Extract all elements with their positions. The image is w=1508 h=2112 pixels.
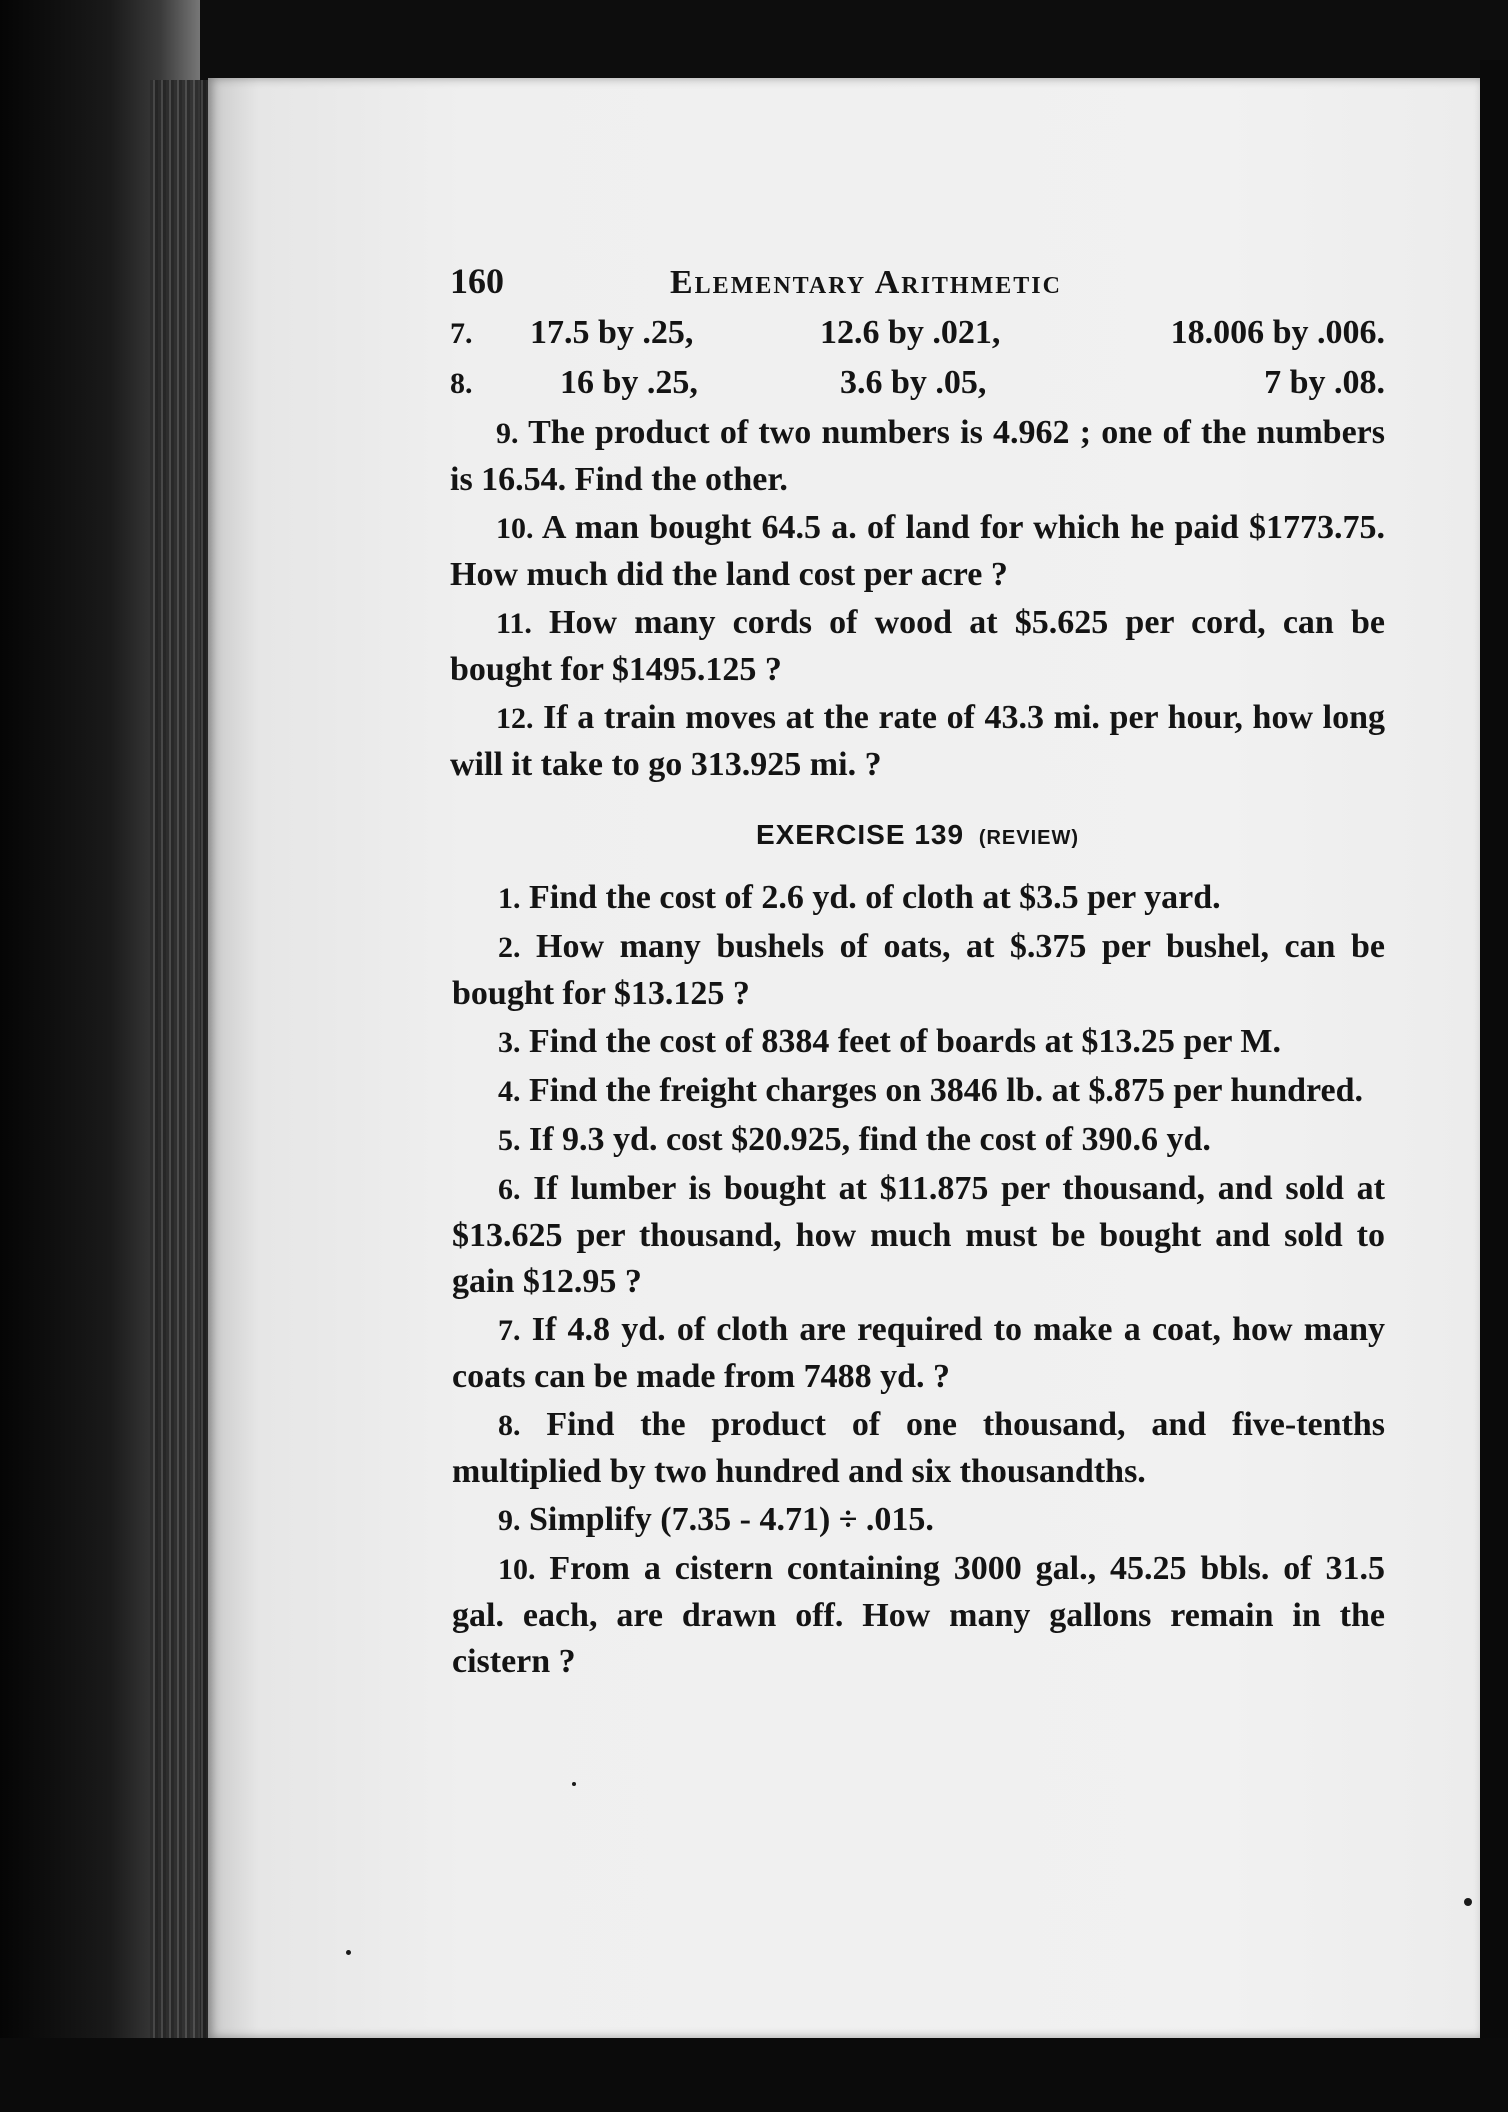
exercise-problem-3 [452,1019,1385,1066]
exercise-problem-5 [452,1117,1385,1164]
scan-speck [346,1950,351,1955]
problem-row-7 [450,310,1385,360]
page-content [450,258,1385,1687]
problem-11 [450,600,1385,693]
problem-text: If 9.3 yd. cost $20.925, find the cost of 390.6 yd. [529,1121,1211,1158]
problem-text: If lumber is bought at $11.875 per thousand, and sold at $13.625 per thousand, how much must be bought and sold to gain $12.95 ? [452,1170,1385,1300]
problem-number: 1. [498,882,521,915]
problem-part-a: 16 by .25, [560,364,698,401]
problem-row-8 [450,360,1385,410]
problem-text: Simplify (7.35 - 4.71) ÷ .015. [529,1501,934,1538]
problem-text: Find the freight charges on 3846 lb. at $.875 per hundred. [529,1072,1364,1109]
problem-text: How many cords of wood at $5.625 per cord, can be bought for $1495.125 ? [450,604,1386,688]
exercise-problem-2 [452,924,1385,1017]
exercise-problem-6 [452,1166,1385,1305]
problem-number: 10. [496,512,534,545]
problem-number: 9. [498,1504,521,1537]
problem-number: 12. [496,702,534,735]
exercise-problem-8 [452,1402,1385,1495]
exercise-problem-10 [452,1546,1385,1685]
problem-part-c: 18.006 by .006. [1170,314,1385,351]
exercise-title: EXERCISE 139 [755,819,965,850]
problem-text: If 4.8 yd. of cloth are required to make a coat, how many coats can be made from 7488 yd. ? [452,1311,1385,1395]
problem-number: 7. [450,317,473,350]
problem-text: How many bushels of oats, at $.375 per bushel, can be bought for $13.125 ? [452,928,1386,1012]
exercise-problems [452,875,1385,1685]
exercise-subtitle: (REVIEW) [978,827,1080,849]
problem-text: If a train moves at the rate of 43.3 mi. per hour, how long will it take to go 313.925 mi. ? [450,699,1385,783]
problem-part-b: 12.6 by .021, [820,314,1001,351]
exercise-problem-4 [452,1068,1385,1115]
problem-number: 6. [498,1173,521,1206]
scan-speck [572,1782,576,1786]
page-number: 160 [450,261,504,301]
running-title: Elementary Arithmetic [670,264,1062,301]
problem-number: 7. [498,1314,521,1347]
problem-9 [450,410,1385,503]
problem-text: A man bought 64.5 a. of land for which he paid $1773.75. How much did the land cost per acre ? [450,509,1386,593]
problem-part-b: 3.6 by .05, [840,364,987,401]
problem-text: Find the cost of 8384 feet of boards at $13.25 per M. [529,1023,1282,1060]
exercise-heading [450,812,1385,861]
problem-number: 8. [498,1409,521,1442]
problem-number: 8. [450,367,473,400]
exercise-problem-9 [452,1497,1385,1544]
exercise-problem-1 [452,875,1385,922]
problem-12 [450,695,1385,788]
problem-part-a: 17.5 by .25, [530,314,694,351]
problem-number: 2. [498,931,521,964]
right-border [1480,60,1508,2060]
problem-text: From a cistern containing 3000 gal., 45.25 bbls. of 31.5 gal. each, are drawn off. How many gallons remain in the cistern ? [452,1550,1386,1680]
bottom-border [0,2038,1508,2112]
problem-part-c: 7 by .08. [1264,364,1385,401]
problem-text: Find the cost of 2.6 yd. of cloth at $3.5 per yard. [529,879,1221,916]
problem-number: 10. [498,1553,536,1586]
exercise-problem-7 [452,1307,1385,1400]
scan-speck [1464,1898,1472,1906]
problem-text: The product of two numbers is 4.962 ; one of the numbers is 16.54. Find the other. [450,414,1385,498]
problem-text: Find the product of one thousand, and five-tenths multiplied by two hundred and six thousandths. [452,1406,1385,1490]
problem-10 [450,505,1385,598]
book-page-edges [150,80,210,2040]
problem-number: 9. [496,417,519,450]
page-header [450,258,1385,310]
problem-number: 4. [498,1075,521,1108]
problem-number: 11. [496,607,532,640]
problem-number: 3. [498,1026,521,1059]
problem-number: 5. [498,1124,521,1157]
